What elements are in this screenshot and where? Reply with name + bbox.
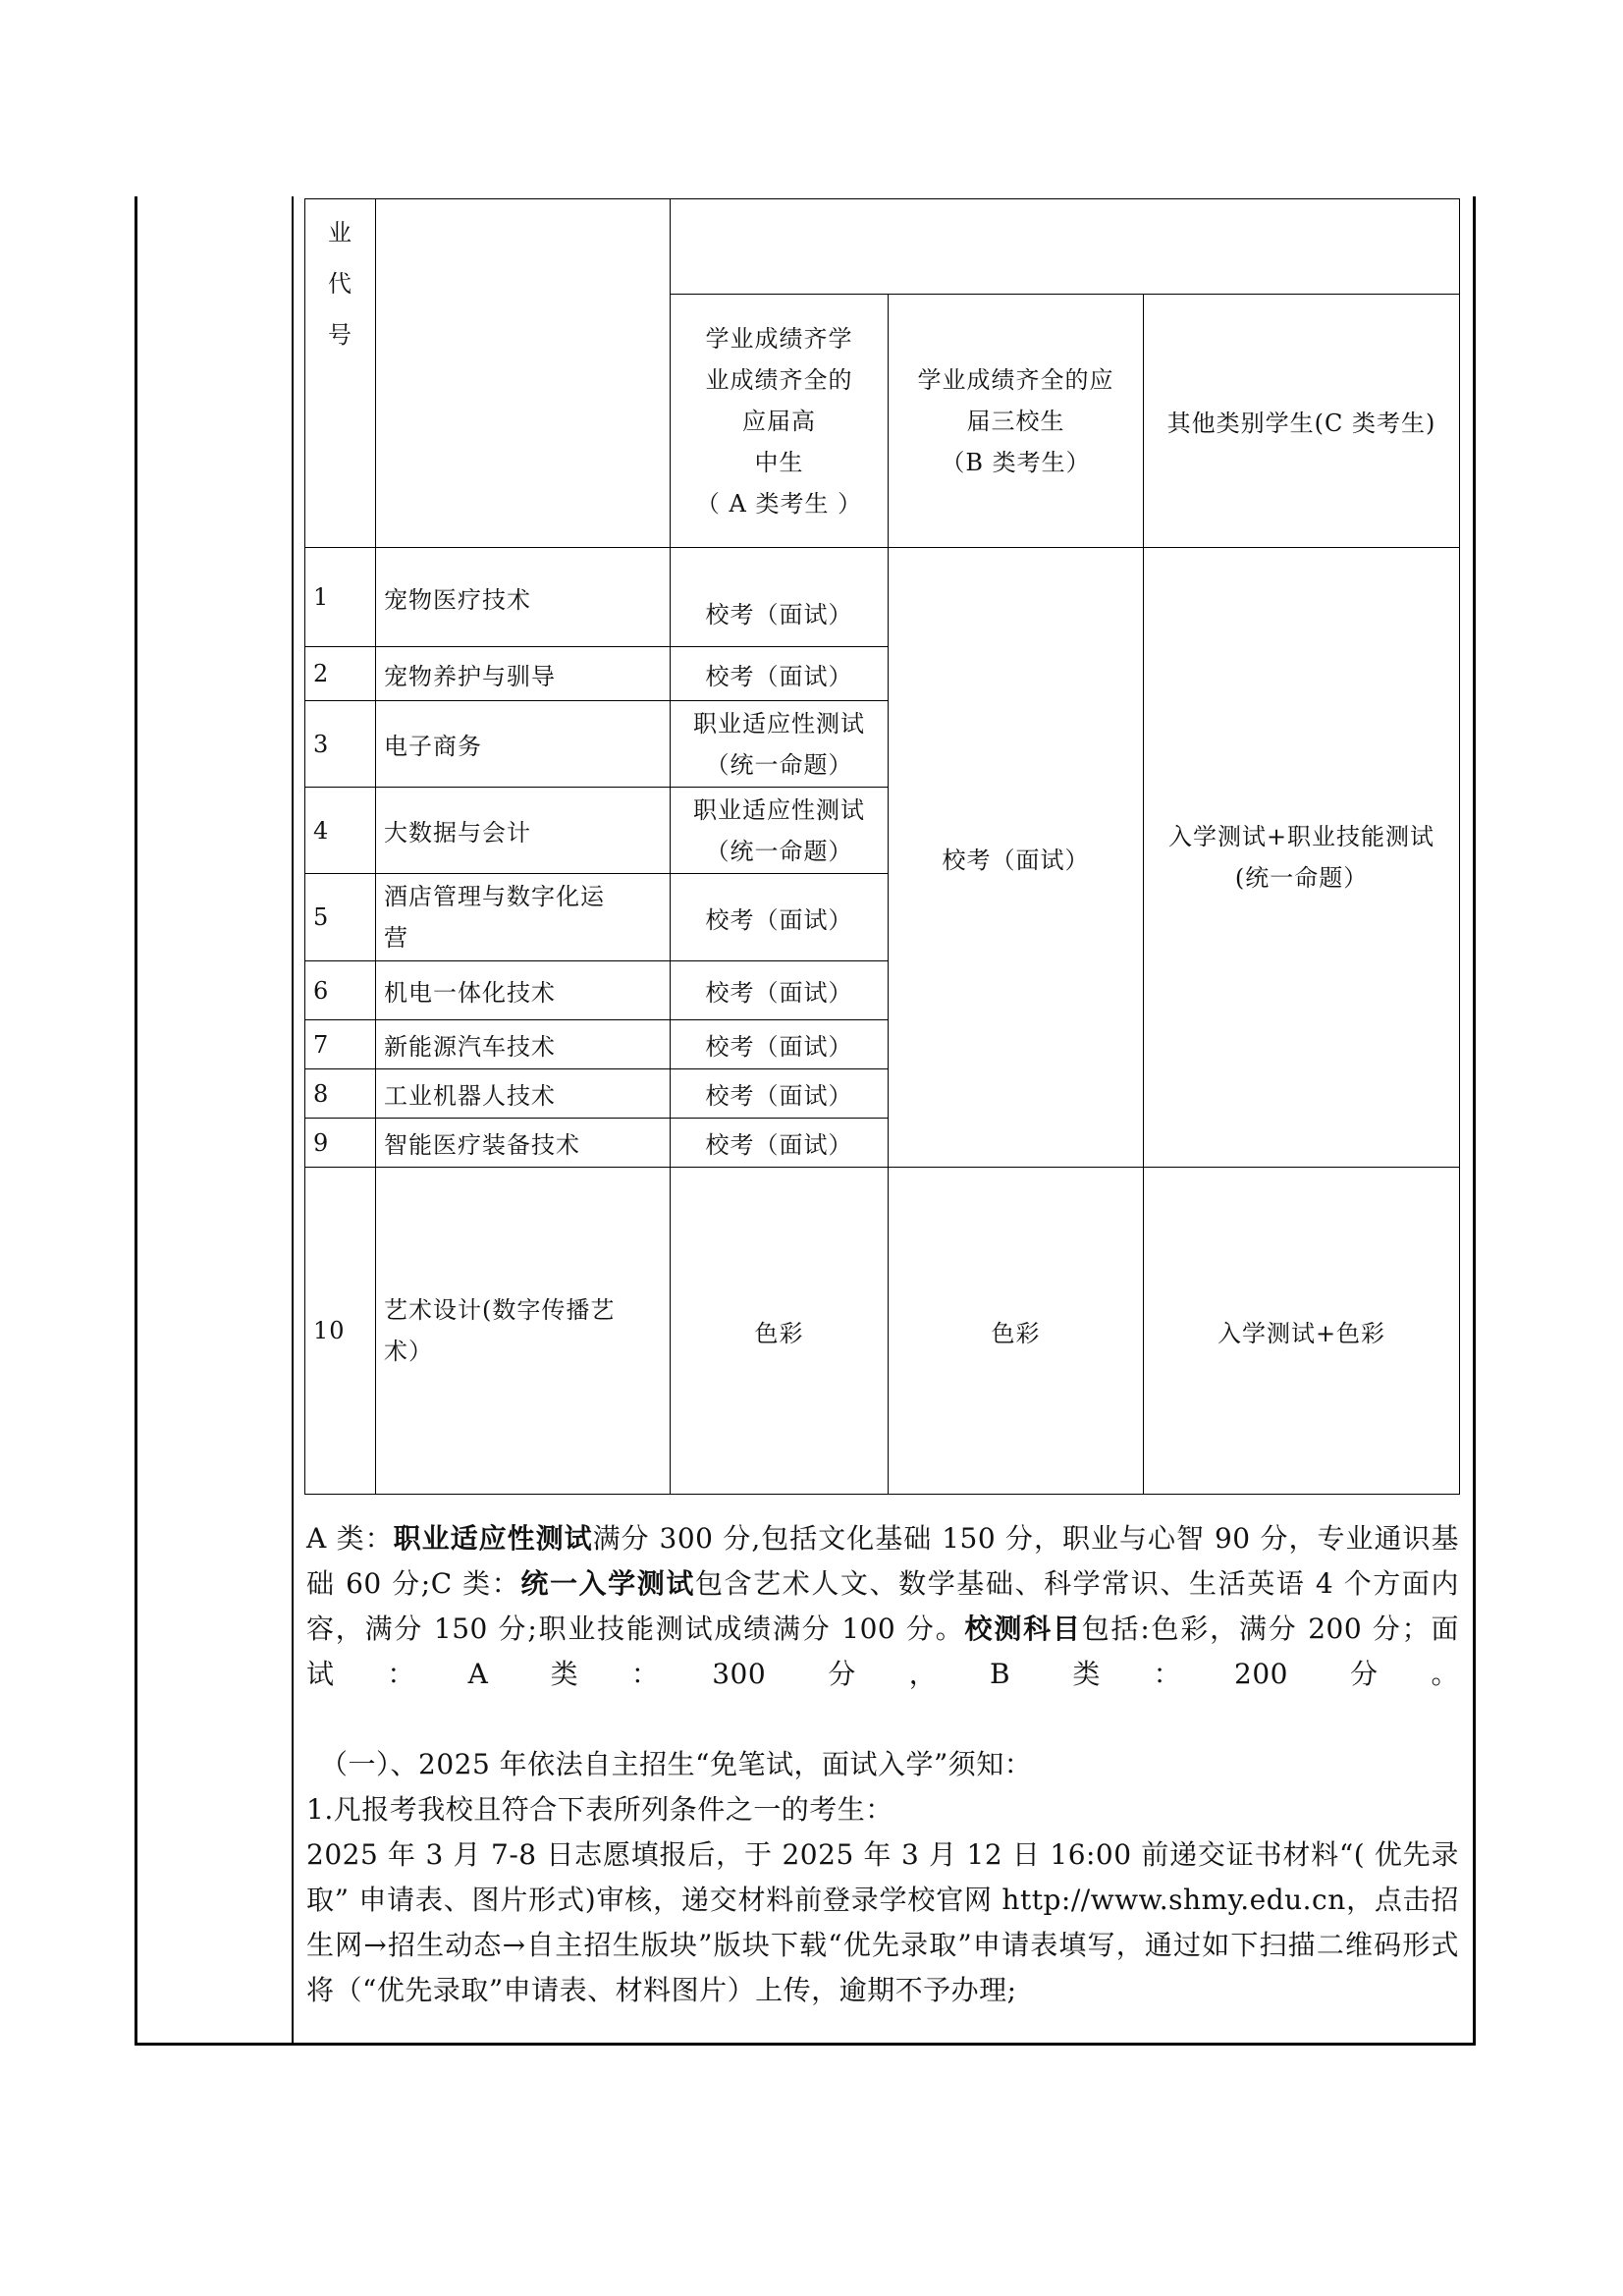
spacer: [306, 1697, 1459, 1742]
frame-right-border: [1473, 196, 1476, 2046]
row-number: 6: [305, 961, 376, 1020]
row-major-name: 宠物养护与驯导: [376, 647, 671, 701]
row-major-name: 智能医疗装备技术: [376, 1119, 671, 1168]
bold-term: 统一入学测试: [520, 1567, 695, 1600]
row-number: 9: [305, 1119, 376, 1168]
merged-col-b: 校考（面试）: [889, 548, 1144, 1168]
row-number: 1: [305, 548, 376, 647]
row-number: 2: [305, 647, 376, 701]
frame-left-border: [135, 196, 137, 2046]
row-col-a: 校考（面试）: [671, 1069, 889, 1119]
row-number: 8: [305, 1069, 376, 1119]
row-major-name: 新能源汽车技术: [376, 1020, 671, 1069]
row-major-name: 大数据与会计: [376, 788, 671, 874]
bold-term: 校测科目: [964, 1613, 1082, 1645]
row-major-name: 机电一体化技术: [376, 961, 671, 1020]
notes-section: [306, 1516, 1459, 2013]
row-col-a: 校考（面试）: [671, 1119, 889, 1168]
header-group-cell: [671, 199, 1460, 295]
row-col-b: 色彩: [889, 1168, 1144, 1495]
header-code-char: 业: [328, 219, 352, 246]
merged-col-c: 入学测试+职业技能测试 (统一命题）: [1144, 548, 1460, 1168]
header-code-char: 代: [328, 270, 352, 298]
header-col-a: 学业成绩齐学 业成绩齐全的 应届高 中生 （ A 类考生 ）: [671, 295, 889, 548]
row-col-a: 校考（面试）: [671, 874, 889, 961]
row-col-a: 校考（面试）: [671, 961, 889, 1020]
row-col-a: 职业适应性测试 （统一命题）: [671, 701, 889, 788]
row-col-a: 色彩: [671, 1168, 889, 1495]
row-major-name: 艺术设计(数字传播艺 术）: [376, 1168, 671, 1495]
admission-table: [304, 198, 1460, 1495]
row-major-name: 电子商务: [376, 701, 671, 788]
table-row: [305, 548, 1460, 647]
row-number: 4: [305, 788, 376, 874]
header-code-char: 号: [328, 321, 352, 349]
bold-term: 职业适应性测试: [393, 1522, 593, 1555]
row-major-name: 酒店管理与数字化运 营: [376, 874, 671, 961]
row-number: 5: [305, 874, 376, 961]
header-name-cell: [376, 199, 671, 548]
row-col-a: 校考（面试）: [671, 1020, 889, 1069]
row-col-a: 校考（面试）: [671, 548, 889, 647]
table-row: [305, 1168, 1460, 1495]
scoring-note: A 类：职业适应性测试满分 300 分,包括文化基础 150 分，职业与心智 90 分，专业通识基础 60 分;C 类：统一入学测试包含艺术人文、数学基础、科学常识、生活英语 4 个方面内容，满分 150 分;职业技能测试成绩满分 100 分。校测科目包括:色彩，满分 200 分；面试：A 类：300 分，B 类：200 分。: [306, 1522, 1459, 1690]
row-col-a: 职业适应性测试 （统一命题）: [671, 788, 889, 874]
frame-bottom-border: [135, 2043, 1476, 2046]
row-major-name: 宠物医疗技术: [376, 548, 671, 647]
row-number: 7: [305, 1020, 376, 1069]
submission-instructions: 2025 年 3 月 7-8 日志愿填报后，于 2025 年 3 月 12 日 16:00 前递交证书材料“( 优先录取” 申请表、图片形式)审核，递交材料前登录学校官网 http://www.shmy.edu.cn，点击招生网→招生动态→自主招生版块”版块下载“优先录取”申请表填写，通过如下扫描二维码形式将（“优先录取”申请表、材料图片）上传，逾期不予办理;: [306, 1838, 1459, 2006]
header-col-b: 学业成绩齐全的应 届三校生 （B 类考生）: [889, 295, 1144, 548]
row-number: 10: [305, 1168, 376, 1495]
row-number: 3: [305, 701, 376, 788]
row-col-c: 入学测试+色彩: [1144, 1168, 1460, 1495]
row-col-a: 校考（面试）: [671, 647, 889, 701]
header-code-cell: [305, 199, 376, 548]
section-heading: （一）、2025 年依法自主招生“免笔试，面试入学”须知：: [320, 1748, 1033, 1780]
row-major-name: 工业机器人技术: [376, 1069, 671, 1119]
header-col-c: 其他类别学生(C 类考生): [1144, 295, 1460, 548]
condition-line: 1.凡报考我校且符合下表所列条件之一的考生：: [306, 1793, 893, 1826]
frame-inner-border: [292, 196, 294, 2046]
